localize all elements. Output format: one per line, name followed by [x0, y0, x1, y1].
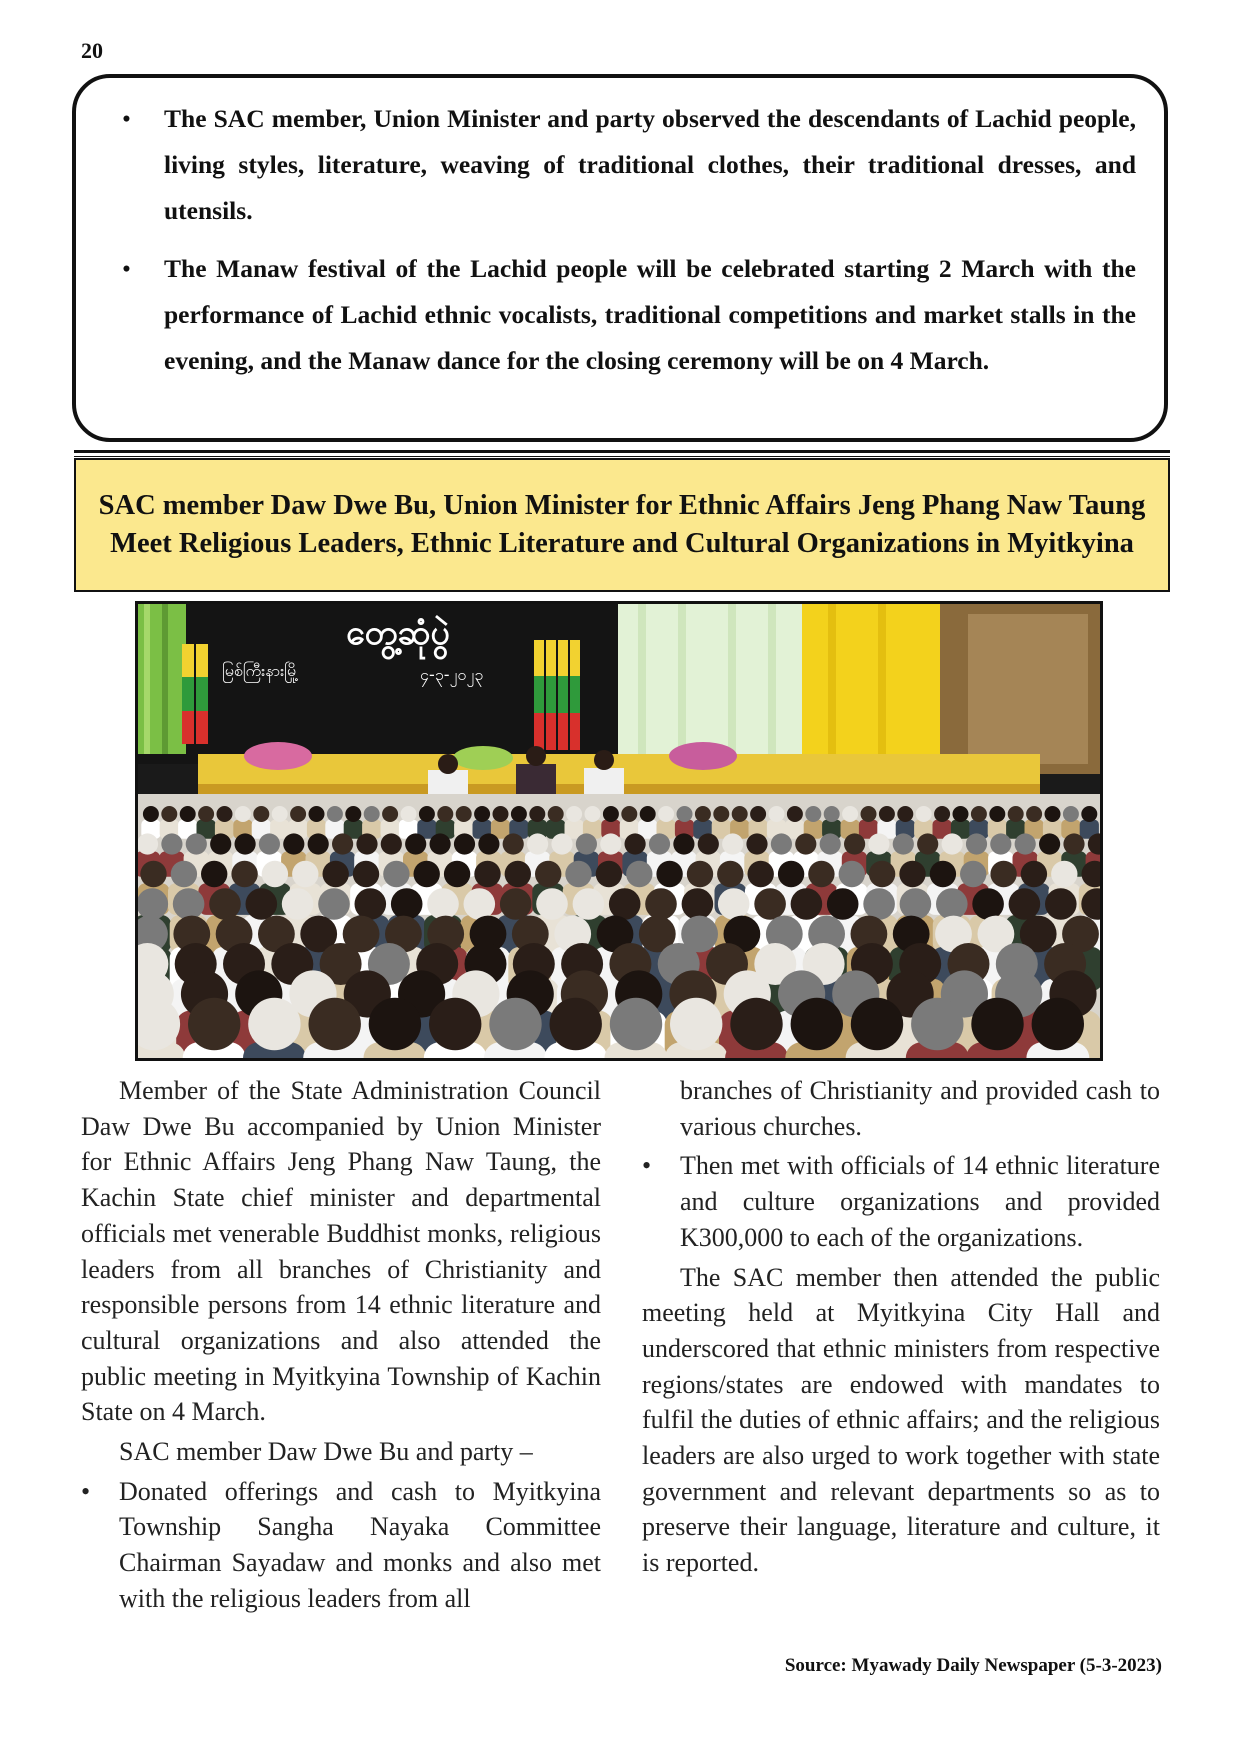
audience-member-head: [713, 806, 729, 822]
audience-member-head: [345, 806, 361, 822]
audience-member-head: [253, 806, 269, 822]
article-paragraph: Member of the State Administration Council Daw Dwe Bu accompanied by Union Minister for Ethnic Affairs Jeng Phang Naw Taung, the Kachin State chief minister and departmental officials met venerable Buddhist monks, religious leaders from all branches of Christianity and responsible persons from 14 ethnic literature and cultural organizations and also attended the public meeting in Myitkyina Township of Kachin State on 4 March.: [81, 1076, 601, 1427]
audience-member-head: [474, 861, 500, 887]
audience-member-head: [383, 861, 409, 887]
audience-member-head: [656, 861, 682, 887]
audience-member-head: [551, 833, 572, 854]
audience-member-head: [550, 998, 602, 1050]
audience-member-head: [851, 998, 903, 1050]
audience-member-head: [626, 861, 652, 887]
audience-member-head: [610, 998, 662, 1050]
audience-member-head: [427, 888, 459, 920]
audience-member-head: [625, 833, 646, 854]
audience-member-head: [893, 833, 914, 854]
audience-member-head: [309, 998, 361, 1050]
article-headline-box: [74, 458, 1170, 592]
page-number: 20: [81, 38, 103, 63]
audience-member-head: [198, 806, 214, 822]
audience-member-head: [140, 861, 166, 887]
article-paragraph: SAC member Daw Dwe Bu and party –: [119, 1437, 533, 1467]
audience-member-head: [161, 806, 177, 822]
audience-member-head: [318, 888, 350, 920]
audience-member-head: [754, 888, 786, 920]
audience-member-head: [990, 833, 1011, 854]
audience-member-head: [1008, 806, 1024, 822]
audience-member-head: [972, 888, 1004, 920]
article-bullet-continued: branches of Christianity and provided cash to various churches.: [680, 1076, 1160, 1141]
audience-member-head: [863, 888, 895, 920]
audience-member-head: [722, 833, 743, 854]
audience-member-head: [596, 861, 622, 887]
audience-member-head: [718, 888, 750, 920]
audience-member-head: [323, 861, 349, 887]
audience-member-head: [869, 861, 895, 887]
audience-member-head: [1026, 806, 1042, 822]
audience-member-head: [505, 861, 531, 887]
audience-member-head: [916, 806, 932, 822]
audience-member-head: [808, 861, 834, 887]
audience-member-head: [844, 833, 865, 854]
audience-member-head: [953, 806, 969, 822]
audience-member-head: [143, 806, 159, 822]
audience-member-head: [698, 833, 719, 854]
meeting-photo: [135, 601, 1103, 1061]
audience-member-head: [687, 861, 713, 887]
audience-member-head: [717, 861, 743, 887]
audience-member-head: [308, 833, 329, 854]
audience-member-head: [732, 806, 748, 822]
audience-member-head: [419, 806, 435, 822]
audience-member-head: [503, 833, 524, 854]
audience-member-head: [173, 888, 205, 920]
audience-member-head: [778, 861, 804, 887]
audience-member-head: [565, 861, 591, 887]
audience-member-head: [493, 806, 509, 822]
audience-member-head: [805, 806, 821, 822]
audience-member-head: [283, 833, 304, 854]
audience-member-head: [1063, 806, 1079, 822]
audience-member-head: [645, 888, 677, 920]
audience-member-head: [677, 806, 693, 822]
audience-member-head: [640, 806, 656, 822]
audience-member-head: [456, 806, 472, 822]
audience-member-head: [353, 861, 379, 887]
audience-member-head: [1039, 833, 1060, 854]
audience-member-head: [478, 833, 499, 854]
audience-member-head: [769, 806, 785, 822]
audience-member-head: [746, 833, 767, 854]
highlight-item: • The Manaw festival of the Lachid people will be celebrated starting 2 March with the performance of Lachid ethnic vocalists, traditional competitions and market stalls in the evening, and the Manaw dance for the closing ceremony will be on 4 March.: [122, 246, 1136, 384]
audience-member-head: [401, 806, 417, 822]
audience-member-head: [235, 806, 251, 822]
audience-member-head: [444, 861, 470, 887]
audience-member-head: [259, 833, 280, 854]
audience-member-head: [262, 861, 288, 887]
audience-member-head: [899, 861, 925, 887]
audience-member-head: [934, 806, 950, 822]
audience-member-head: [201, 861, 227, 887]
audience-member-head: [429, 998, 481, 1050]
audience-member-head: [695, 806, 711, 822]
audience-member-head: [897, 806, 913, 822]
audience-member-head: [750, 806, 766, 822]
article-bullet: • Then met with officials of 14 ethnic literature and culture organizations and provided K300,000 to each of the organizations.: [642, 1148, 1160, 1255]
audience-member-head: [231, 861, 257, 887]
audience-member-head: [936, 888, 968, 920]
banner-location: မြစ်ကြီးနားမြို့: [222, 661, 299, 680]
audience-member-head: [437, 806, 453, 822]
audience-member-head: [989, 806, 1005, 822]
article-bullet: • Donated offerings and cash to Myitkyina Township Sangha Nayaka Committee Chairman Sayadaw and monks and also met with the religious leaders from all: [81, 1474, 601, 1617]
audience-member-head: [332, 833, 353, 854]
audience-member-head: [364, 806, 380, 822]
audience-member-head: [536, 888, 568, 920]
audience-member-head: [971, 998, 1023, 1050]
audience-member-head: [827, 888, 859, 920]
audience-member-head: [430, 833, 451, 854]
audience-member-head: [621, 806, 637, 822]
audience-member-head: [235, 833, 256, 854]
audience-member-head: [1081, 806, 1097, 822]
article-paragraph: The SAC member then attended the public meeting held at Myitkyina City Hall and underscored that ethnic ministers from respective regions/states are endowed with mandates to fulfil the duties of ethnic affairs; and the religious leaders are also urged to work together with state government and relevant departments so as to preserve their language, literature and culture, it is reported.: [642, 1262, 1160, 1578]
highlight-item: • The SAC member, Union Minister and party observed the descendants of Lachid people, living styles, literature, weaving of traditional clothes, their traditional dresses, and utensils.: [122, 96, 1136, 234]
audience-member-head: [1045, 888, 1077, 920]
audience-member-head: [960, 861, 986, 887]
audience-member-head: [791, 998, 843, 1050]
audience-member-head: [248, 998, 300, 1050]
audience-member-head: [171, 861, 197, 887]
section-divider: [74, 450, 1170, 457]
audience-member-head: [464, 888, 496, 920]
audience-member-head: [861, 806, 877, 822]
audience-member-head: [795, 833, 816, 854]
audience-member-head: [930, 861, 956, 887]
audience-member-head: [282, 888, 314, 920]
audience-member-head: [217, 806, 233, 822]
banner-title: တွေ့ဆုံပွဲ: [346, 613, 450, 653]
audience-member-head: [966, 833, 987, 854]
audience-member-head: [573, 888, 605, 920]
audience-member-head: [990, 861, 1016, 887]
audience-member-head: [1032, 998, 1084, 1050]
audience-member-head: [771, 833, 792, 854]
audience-member-head: [405, 833, 426, 854]
audience-member-head: [900, 888, 932, 920]
audience-member-head: [576, 833, 597, 854]
audience-member-head: [489, 998, 541, 1050]
audience-member-head: [842, 806, 858, 822]
audience-member-head: [290, 806, 306, 822]
audience-member-head: [673, 833, 694, 854]
audience-member-head: [327, 806, 343, 822]
audience-member-head: [1015, 833, 1036, 854]
audience-member-head: [355, 888, 387, 920]
audience-member-head: [309, 806, 325, 822]
audience-member-head: [369, 998, 421, 1050]
audience-member-head: [1051, 861, 1077, 887]
audience-member-head: [382, 806, 398, 822]
audience-member-head: [186, 833, 207, 854]
audience-member-head: [180, 806, 196, 822]
audience-member-head: [474, 806, 490, 822]
article-source: Source: Myawady Daily Newspaper (5-3-2023): [784, 1655, 1162, 1676]
audience-member-head: [911, 998, 963, 1050]
audience-member-head: [603, 806, 619, 822]
audience-member-head: [500, 888, 532, 920]
banner-date: ၄-၃-၂၀၂၃: [420, 665, 484, 684]
audience-member-head: [791, 888, 823, 920]
audience-member-head: [1063, 833, 1084, 854]
article-headline: SAC member Daw Dwe Bu, Union Minister for Ethnic Affairs Jeng Phang Naw Taung Meet Religious Leaders, Ethnic Literature and Cultural Organizations in Myitkyina: [98, 490, 1146, 559]
audience-member-head: [820, 833, 841, 854]
audience-member-head: [730, 998, 782, 1050]
article-right-column: [642, 1073, 1160, 1581]
audience-member-head: [535, 861, 561, 887]
audience-member-head: [356, 833, 377, 854]
audience-member-head: [529, 806, 545, 822]
audience-member-head: [649, 833, 670, 854]
audience-member-head: [971, 806, 987, 822]
audience-member-head: [942, 833, 963, 854]
audience-member-head: [381, 833, 402, 854]
audience-member-head: [1021, 861, 1047, 887]
audience-member-head: [246, 888, 278, 920]
audience-member-head: [824, 806, 840, 822]
audience-member-head: [566, 806, 582, 822]
audience-member-head: [658, 806, 674, 822]
audience-member-head: [161, 833, 182, 854]
audience-member-head: [548, 806, 564, 822]
audience-member-head: [292, 861, 318, 887]
audience-member-head: [210, 833, 231, 854]
audience-member-head: [454, 833, 475, 854]
audience-member-head: [748, 861, 774, 887]
audience-member-head: [682, 888, 714, 920]
audience-member-head: [209, 888, 241, 920]
audience-member-head: [511, 806, 527, 822]
highlights-box: [72, 74, 1168, 442]
audience-member-head: [1009, 888, 1041, 920]
audience-member-head: [787, 806, 803, 822]
audience-member-head: [600, 833, 621, 854]
audience-member-head: [414, 861, 440, 887]
audience-member-head: [879, 806, 895, 822]
audience-member-head: [868, 833, 889, 854]
audience-member-head: [609, 888, 641, 920]
audience-member-head: [585, 806, 601, 822]
audience-member-head: [272, 806, 288, 822]
audience-member-head: [391, 888, 423, 920]
audience-member-head: [670, 998, 722, 1050]
audience-member-head: [1045, 806, 1061, 822]
audience-member-head: [839, 861, 865, 887]
highlights-list: [122, 96, 1136, 384]
audience-member-head: [917, 833, 938, 854]
audience-member-head: [527, 833, 548, 854]
audience-member-head: [188, 998, 240, 1050]
article-left-column: [81, 1073, 601, 1617]
